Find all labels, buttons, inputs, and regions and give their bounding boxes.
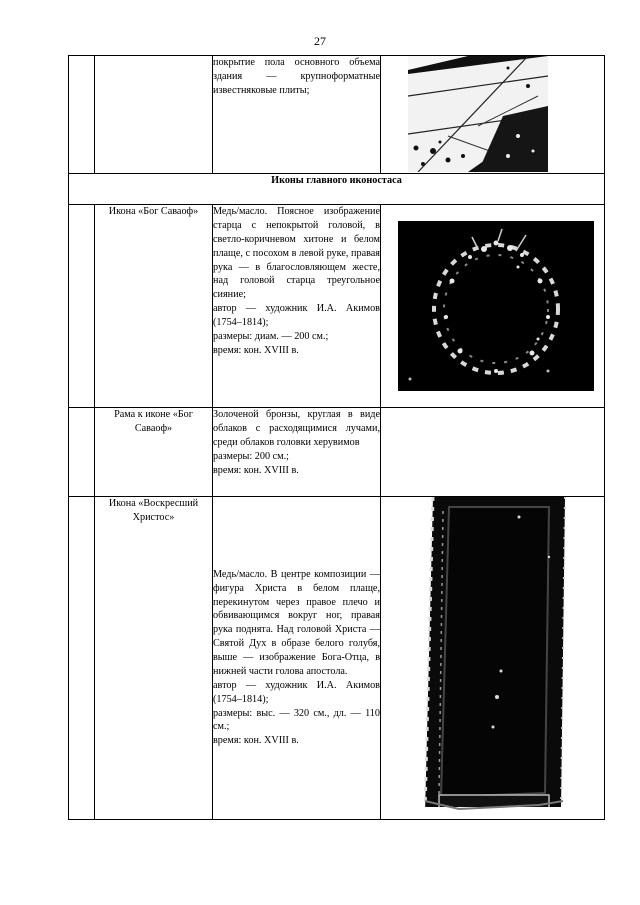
- description-author: автор — художник И.А. Акимов (1754–1814);: [213, 679, 380, 705]
- description-text: Золоченой бронзы, круглая в виде облаков с расходящимися лучами, среди облаков головки херувимов: [213, 409, 380, 448]
- row-number-cell: [69, 205, 95, 408]
- object-name-cell: Икона «Воскресший Христос»: [95, 497, 213, 820]
- description-author: автор — художник И.А. Акимов (1754–1814);: [213, 303, 380, 328]
- description-text: Медь/масло. Поясное изображение старца с непокрытой головой, в светло-коричневом хитоне и белом плаще, с посохом в левой руке, правая рука — в благословляющем жесте, над головой старца треугольное сияние;: [213, 206, 380, 301]
- row-number-cell: [69, 408, 95, 497]
- table-row: [69, 205, 605, 408]
- row-number-cell: [69, 497, 95, 820]
- description-text: Медь/масло. В центре композиции — фигура Христа в белом плаще, перекинутом через правое плечо и обвивающимся вокруг ног, правая рука поднята. Над головой Христа — Святой Дух в образе белого голубя, выше — изображение Бога-Отца, в нижней части голова апостола.: [213, 568, 380, 677]
- icon-god-sabaoth-photo: [398, 221, 594, 391]
- object-name-cell: Рама к иконе «Бог Саваоф»: [95, 408, 213, 497]
- table-row: [69, 497, 605, 820]
- section-title: Иконы главного иконостаса: [69, 174, 605, 205]
- icon-risen-christ-photo: [419, 497, 571, 817]
- description-time: время: кон. XVIII в.: [213, 735, 299, 747]
- row-number-cell: [69, 56, 95, 174]
- object-name-cell: [95, 56, 213, 174]
- photo-cell: [381, 56, 605, 174]
- table-row: [69, 56, 605, 174]
- photo-cell: [381, 408, 605, 497]
- description-size: размеры: диам. — 200 см.;: [213, 330, 329, 342]
- description-size: размеры: выс. — 320 см., дл. — 110 см.;: [213, 707, 380, 733]
- section-header-row: [69, 174, 605, 205]
- floor-tiles-photo: [408, 56, 548, 172]
- object-table: [68, 55, 605, 820]
- photo-cell: [381, 205, 605, 408]
- photo-cell: [381, 497, 605, 820]
- object-description-cell: [213, 497, 381, 820]
- description-time: время: кон. XVIII в.: [213, 344, 299, 356]
- table-row: [69, 408, 605, 497]
- object-name-cell: Икона «Бог Саваоф»: [95, 205, 213, 408]
- object-description-cell: [213, 408, 381, 497]
- description-time: время: кон. XVIII в.: [213, 464, 299, 476]
- description-size: размеры: 200 см.;: [213, 450, 289, 462]
- object-description-cell: [213, 56, 381, 174]
- description-text: покрытие пола основного объема здания — крупноформатные известняковые плиты;: [213, 57, 380, 96]
- page-number: 27: [314, 34, 326, 48]
- object-description-cell: [213, 205, 381, 408]
